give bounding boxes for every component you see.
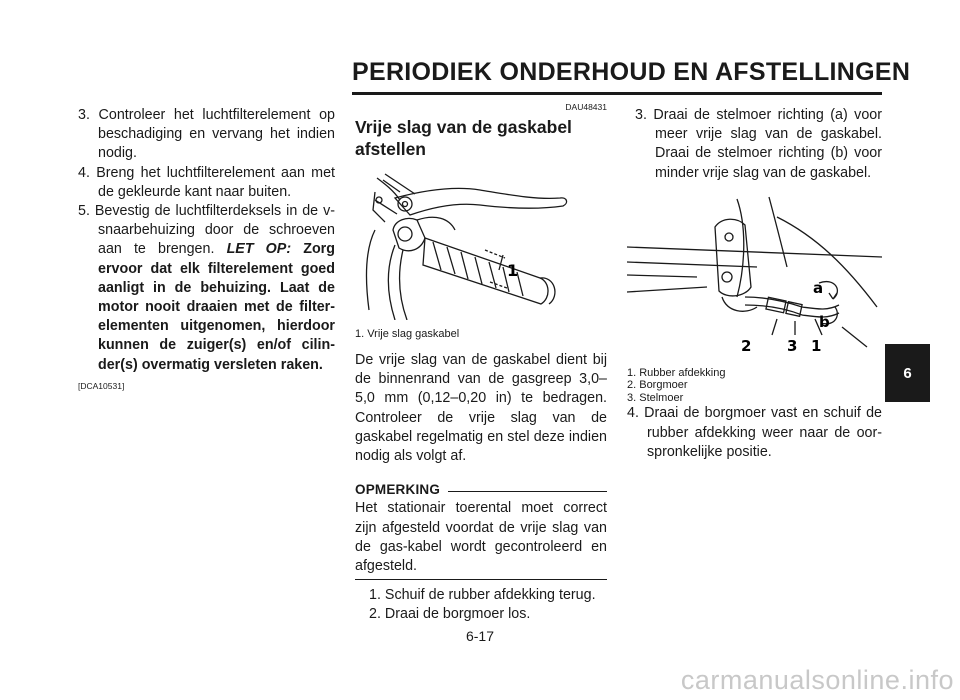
chapter-tab: 6 <box>885 344 930 402</box>
figure-callout-1: 1 <box>507 261 519 280</box>
adjuster-drawing <box>627 187 882 367</box>
caution-text: Zorg ervoor dat elk filterelement goed aanligt in de behuizing. Laat de motor nooit draaien met de filter-elementen uitgenomen, hierdoor kunnen de zuiger(s) en/of cilin-der(s) overmatig versleten raken. <box>98 241 335 373</box>
left-column <box>78 106 335 392</box>
handlebar-drawing <box>355 170 607 320</box>
adjust-steps-continued <box>627 106 882 183</box>
note-heading-row <box>355 480 607 499</box>
throttle-grip-illustration <box>355 170 607 320</box>
section-title: Vrije slag van de gaskabel afstellen <box>355 117 572 159</box>
caution-lead: LET OP: <box>226 241 292 258</box>
step-item <box>369 605 607 624</box>
note-bottom-rule <box>355 579 607 580</box>
legend-item: 2. Borgmoer <box>627 379 688 392</box>
step-item <box>627 404 882 462</box>
step-text: Draai de borgmoer vast en schuif de rubber afdekking weer naar de oor-spronkelijke positie. <box>644 405 882 460</box>
section-code: DAU48431 <box>565 102 607 112</box>
step-item <box>369 586 607 605</box>
figure-callout-1: 1 <box>811 336 822 355</box>
figure-caption: 1. Vrije slag gaskabel <box>355 328 460 340</box>
adjust-substeps <box>355 586 607 624</box>
legend-item: 1. Rubber afdekking <box>627 366 726 379</box>
step-text: Controleer het luchtfilterelement op beschadiging en vervang het indien nodig. <box>98 107 335 162</box>
step-number: 4. <box>78 164 90 181</box>
step-item <box>78 202 335 375</box>
watermark: carmanualsonline.info <box>680 665 954 695</box>
note-heading: OPMERKING <box>355 482 441 498</box>
step-text: Breng het luchtfilterelement aan met de gekleurde kant naar buiten. <box>96 164 335 200</box>
figure-legend <box>627 367 882 405</box>
figure-callout-3: 3 <box>787 336 798 355</box>
right-column <box>627 106 882 462</box>
free-play-paragraph: De vrije slag van de gaskabel dient bij de binnenrand van de gasgreep 3,0–5,0 mm (0,12–0,20 in) te bedragen. Controleer de vrije slag van de gaskabel regelmatig en stel deze indien nodig als volgt af. <box>355 352 607 465</box>
step-item <box>78 106 335 164</box>
step-number: 3. <box>78 107 90 123</box>
note-heading-rule <box>448 491 607 492</box>
step-number: 4. <box>627 405 639 422</box>
middle-column <box>355 102 607 625</box>
step-text: Draai de borgmoer los. <box>384 606 531 623</box>
step-number: 3. <box>635 107 647 123</box>
step-number: 2. <box>369 606 381 623</box>
air-filter-steps <box>78 106 335 375</box>
legend-item: 3. Stelmoer <box>627 391 684 404</box>
caution-notice <box>98 241 335 372</box>
note-text: Het stationair toerental moet correct zijn afgesteld voordat de vrije slag van de gas-kabel wordt gecontroleerd en afgesteld. <box>355 500 607 575</box>
step-text: Bevestig de luchtfilterdeksels in de v-snaarbehuizing door de schroeven aan te brengen. <box>94 203 335 258</box>
adjusting-nut-illustration <box>627 187 882 367</box>
step-number: 1. <box>369 587 381 604</box>
figure-callout-a: a <box>813 278 824 297</box>
step-text: Draai de stelmoer richting (a) voor meer vrije slag van de gaskabel. Draai de stelmoer richting (b) voor minder vrije slag van de gaskabel. <box>653 107 882 181</box>
caution-code: [DCA10531] <box>78 380 125 391</box>
final-step <box>627 404 882 462</box>
figure-callout-b: b <box>819 312 830 331</box>
page-header-title: PERIODIEK ONDERHOUD EN AFSTELLINGEN <box>352 58 911 86</box>
step-text: Schuif de rubber afdekking terug. <box>384 587 596 604</box>
step-item <box>78 164 335 202</box>
step-item <box>635 106 882 183</box>
figure-callout-2: 2 <box>741 336 752 355</box>
page-number: 6-17 <box>465 628 495 644</box>
header-rule <box>352 92 882 95</box>
step-number: 5. <box>78 203 90 220</box>
